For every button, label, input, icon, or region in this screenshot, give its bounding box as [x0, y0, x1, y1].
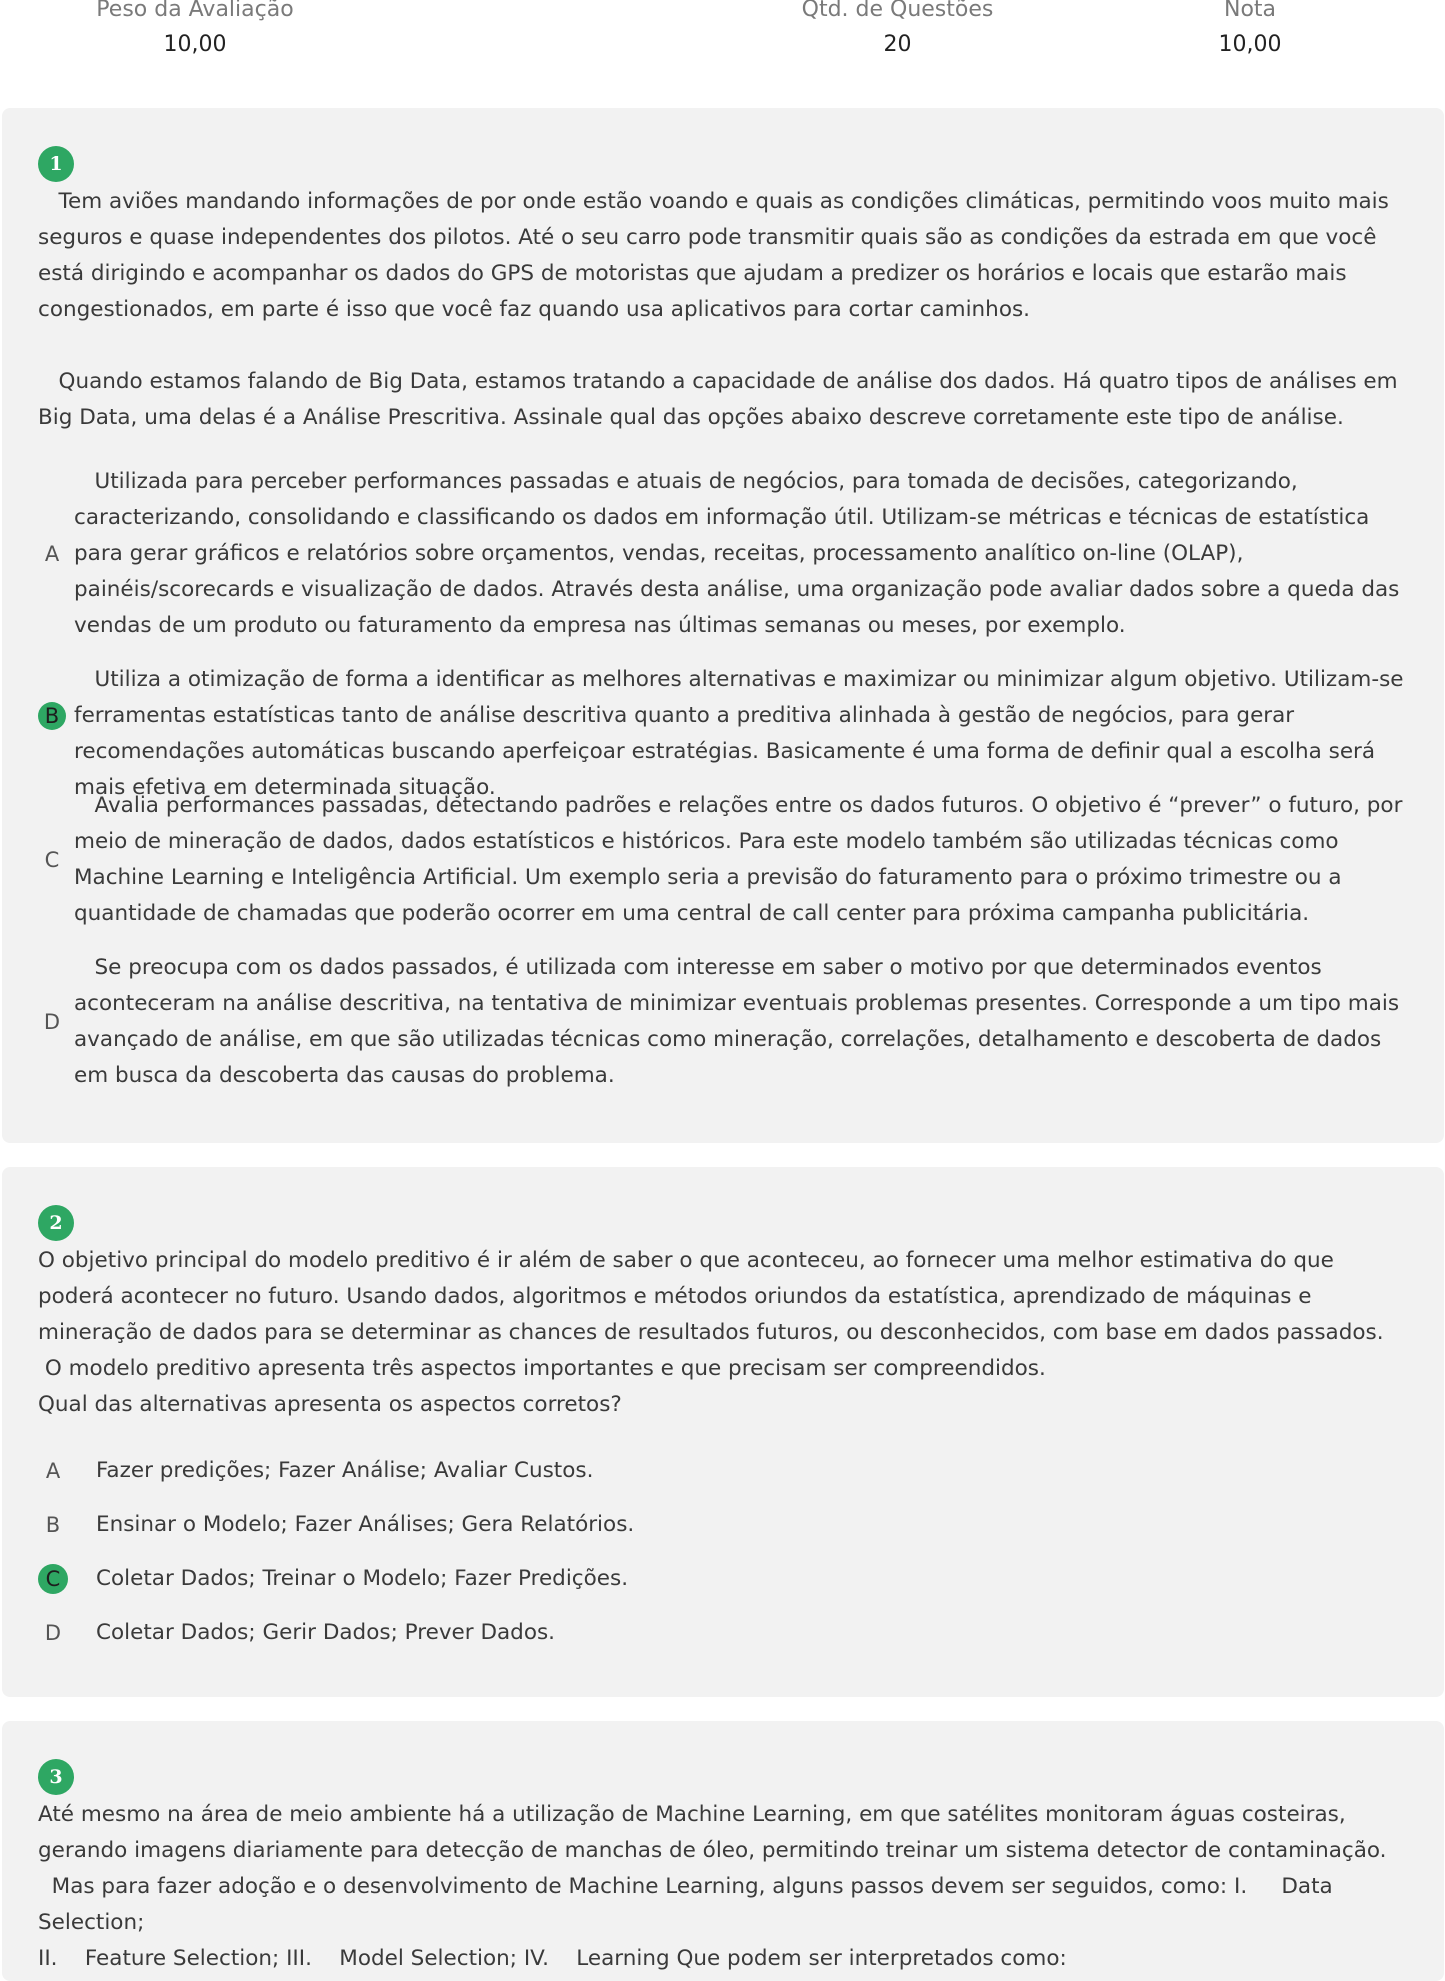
option-b[interactable] [38, 662, 1411, 800]
question-stem: O objetivo principal do modelo preditivo é ir além de saber o que aconteceu, ao fornecer uma melhor estimativa do que poderá acontecer no futuro. Usando dados, algoritmos e métodos oriundos da estatística, aprendizado de máquinas e mineração de dados para se determinar as chances de resultados futuros, ou desconhecidos, com base em dados passados. O modelo preditivo apresenta três aspectos importantes e que precisam ser compreendidos. Qual das alternativas apresenta os aspectos corretos? [38, 1248, 1384, 1417]
option-letter: A [45, 1459, 61, 1483]
option-c[interactable] [38, 1561, 1408, 1597]
peso-column [70, 0, 320, 58]
option-a[interactable] [38, 1453, 1408, 1489]
option-letter: B [45, 1513, 61, 1537]
option-letter: A [44, 542, 60, 566]
option-text: Avalia performances passadas, detectando padrões e relações entre os dados futuros. O objetivo é “prever” o futuro, por meio de mineração de dados, dados estatísticos e históricos. Para este modelo também são utilizadas técnicas como Machine Learning e Inteligência Artificial. Um exemplo seria a previsão do faturamento para o próximo trimestre ou a quantidade de chamadas que poderão ocorrer em uma central de call center para próxima campanha publicitária. [74, 793, 1410, 926]
evaluation-summary [0, 0, 1445, 80]
question-number-badge: 3 [38, 1759, 74, 1795]
option-text: Utilizada para perceber performances passadas e atuais de negócios, para tomada de decisões, categorizando, caracterizando, consolidando e classificando os dados em informação útil. Utilizam-se métricas e técnicas de estatística para gerar gráficos e relatórios sobre orçamentos, vendas, receitas, processamento analítico on-line (OLAP), painéis/scorecards e visualização de dados. Através desta análise, uma organização pode avaliar dados sobre a queda das vendas de um produto ou faturamento da empresa nas últimas semanas ou meses, por exemplo. [74, 469, 1407, 638]
nota-column [1150, 0, 1350, 58]
question-card-2 [2, 1167, 1444, 1697]
question-number-badge: 1 [38, 146, 74, 182]
option-a[interactable] [38, 464, 1408, 644]
question-number-badge: 2 [38, 1205, 74, 1241]
option-text: Fazer predições; Fazer Análise; Avaliar Custos. [96, 1458, 594, 1483]
question-stem-paragraph-1: Tem aviões mandando informações de por onde estão voando e quais as condições climáticas, permitindo voos muito mais seguros e quase independentes dos pilotos. Até o seu carro pode transmitir quais são as condições da estrada em que você está dirigindo e acompanhar os dados do GPS de motoristas que ajudam a predizer os horários e locais que estarão mais congestionados, em parte é isso que você faz quando usa aplicativos para cortar caminhos. [38, 189, 1396, 322]
option-text: Utiliza a otimização de forma a identificar as melhores alternativas e maximizar ou minimizar algum objetivo. Utilizam-se ferramentas estatísticas tanto de análise descritiva quanto a preditiva alinhada à gestão de negócios, para gerar recomendações automáticas buscando aperfeiçoar estratégias. Basicamente é uma forma de definir qual a escolha será mais efetiva em determinada situação. [74, 667, 1411, 800]
option-letter: C [44, 848, 60, 872]
option-text: Coletar Dados; Treinar o Modelo; Fazer Predições. [96, 1566, 629, 1591]
option-letter-correct: C [38, 1564, 68, 1594]
option-text: Se preocupa com os dados passados, é utilizada com interesse em saber o motivo por que determinados eventos aconteceram na análise descritiva, na tentativa de minimizar eventuais problemas presentes. Corresponde a um tipo mais avançado de análise, em que são utilizadas técnicas como mineração, correlações, detalhamento e descoberta de dados em busca da descoberta das causas do problema. [74, 955, 1406, 1088]
peso-value: 10,00 [163, 32, 227, 57]
option-letter: D [43, 1010, 61, 1034]
question-card-1 [2, 108, 1444, 1143]
option-d[interactable] [38, 1615, 1408, 1651]
nota-value: 10,00 [1218, 32, 1282, 57]
qtd-questoes-column [770, 0, 1025, 58]
peso-label: Peso da Avaliação [96, 0, 294, 22]
qtd-questoes-value: 20 [883, 32, 912, 57]
question-stem-paragraph-2: Quando estamos falando de Big Data, estamos tratando a capacidade de análise dos dados. Há quatro tipos de análises em Big Data, uma delas é a Análise Prescritiva. Assinale qual das opções abaixo descreve corretamente este tipo de análise. [38, 369, 1405, 430]
option-letter: D [44, 1621, 62, 1645]
option-b[interactable] [38, 1507, 1408, 1543]
option-text: Coletar Dados; Gerir Dados; Prever Dados. [96, 1620, 556, 1645]
qtd-questoes-label: Qtd. de Questões [801, 0, 994, 22]
option-letter-correct: B [38, 702, 66, 730]
option-d[interactable] [38, 950, 1408, 1094]
nota-label: Nota [1223, 0, 1277, 22]
question-stem: Até mesmo na área de meio ambiente há a utilização de Machine Learning, em que satélites monitoram águas costeiras, gerando imagens diariamente para detecção de manchas de óleo, permitindo treinar um sistema detector de contaminação. Mas para fazer adoção e o desenvolvimento de Machine Learning, alguns passos devem ser seguidos, como: I. Data Selection; II. Feature Selection; III. Model Selection; IV. Learning Que podem ser interpretados como: [38, 1802, 1387, 1971]
question-card-3 [2, 1721, 1444, 1981]
option-c[interactable] [38, 788, 1408, 932]
option-text: Ensinar o Modelo; Fazer Análises; Gera Relatórios. [96, 1512, 635, 1537]
